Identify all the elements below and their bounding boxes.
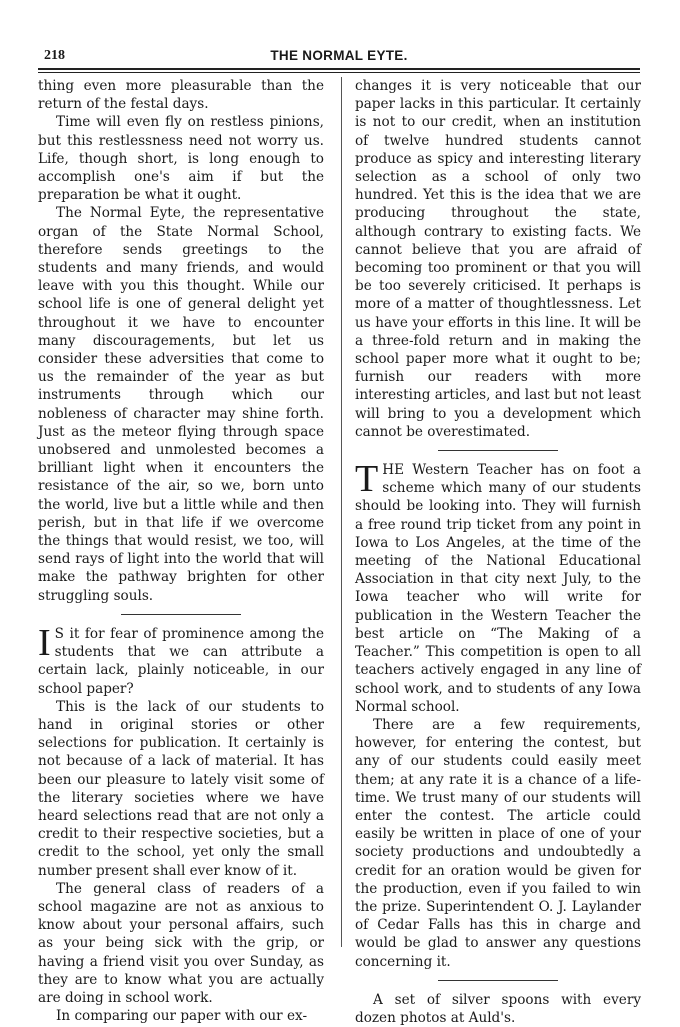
paragraph-requirements: There are a few requirements, however, for entering the contest, but any of our students could easily meet them; at any rate it is a chance of a life-time. We trust many of our students will enter the contest. The article could easily be written in place of one of your society productions and undoubtedly a credit for an oration would be given for the production, even if you failed to win the prize. Superintendent O. J. Laylander of Cedar Falls has this in charge and would be glad to answer any questions concerning it. <box>355 716 641 970</box>
paragraph-lack-of-stories: This is the lack of our students to hand in original stories or other selections for publication. It certainly is not because of a lack of material. It has been our pleasure to lately visit some of the literary societies where we have heard selections read that are not only a credit to their respective societies, but a credit to the school, yet only the small number present shall ever know of it. <box>38 698 324 879</box>
paragraph-general-class: The general class of readers of a school magazine are not as anxious to know about your personal affairs, such as your being sick with the grip, or having a friend visit you over Sunday, as they are to know what you are actually are doing in school work. <box>38 880 324 1006</box>
paragraph-prominence <box>38 621 324 698</box>
paragraph-western-teacher-text: HE Western Teacher has on foot a scheme which many of our students should be looking into. They will furnish a free round trip ticket from any point in Iowa to Los Angeles, at the time of the meeting of the National Educational Association in that city next July, to the Iowa teacher who will write for publication in the Western Teacher the best article on “The Making of a Teacher.” This competition is open to all teachers actively engaged in any line of school work, and to students of any Iowa Normal school. <box>355 462 641 715</box>
drop-cap-letter: I <box>38 621 51 664</box>
section-divider <box>121 614 241 615</box>
paragraph-silver-spoons: A set of silver spoons with every dozen photos at Auld's. <box>355 991 641 1026</box>
paragraph-comparing: In comparing our paper with our ex- <box>56 1008 308 1025</box>
right-column <box>355 77 641 1027</box>
paragraph-restless-pinions: Time will even fly on restless pinions, but this restlessness need not worry us. Life, though short, is long enough to accomplish one's aim if but the preparation be what it ought. <box>38 114 324 204</box>
paragraph-greetings: The Normal Eyte, the representative organ of the State Normal School, therefore sends greetings to the students and many friends, and would leave with you this thought. While our school life is one of general delight yet throughout it we have to encounter many discouragements, but let us consider these adversities that come to us the remainder of the year as but instruments through which our nobleness of character may shine forth. Just as the meteor flying through space unobsered and unmolested becomes a brilliant light when it encounters the resistance of the air, so we, born unto the world, live but a little while and then perish, but in that life if we overcome the things that would resist, we too, will send rays of light into the world that will make the pathway brighten for other struggling souls. <box>38 205 324 604</box>
header-double-rule <box>38 68 640 73</box>
paragraph-festal-days: thing even more pleasurable than the return of the festal days. <box>38 78 324 113</box>
column-divider <box>341 77 342 947</box>
left-column <box>38 77 324 1025</box>
paragraph-exchanges: changes it is very noticeable that our paper lacks in this particular. It certainly is not to our credit, when an institution of twelve hundred students cannot produce as spicy and interesting literary selection as a school of only two hundred. Yet this is the idea that we are producing throughout the state, although contrary to existing facts. We cannot believe that you are afraid of becoming too prominent or that you will be too severely criticised. It perhaps is more of a matter of thoughtlessness. Let us have your efforts in this line. It will be a three-fold return and in making the school paper more what it ought to be; furnish our readers with more interesting articles, and last but not least will bring to you a development which cannot be overestimated. <box>355 78 641 440</box>
drop-cap-letter: T <box>355 458 379 501</box>
page-header <box>38 48 640 66</box>
paragraph-western-teacher <box>355 458 641 716</box>
page-number: 218 <box>44 48 65 63</box>
paragraph-prominence-text: S it for fear of prominence among the students that we can attribute a certain lack, plainly noticeable, in our school paper? <box>38 625 324 697</box>
section-divider <box>438 980 558 981</box>
section-divider <box>438 450 558 451</box>
running-title: THE NORMAL EYTE. <box>270 48 408 63</box>
